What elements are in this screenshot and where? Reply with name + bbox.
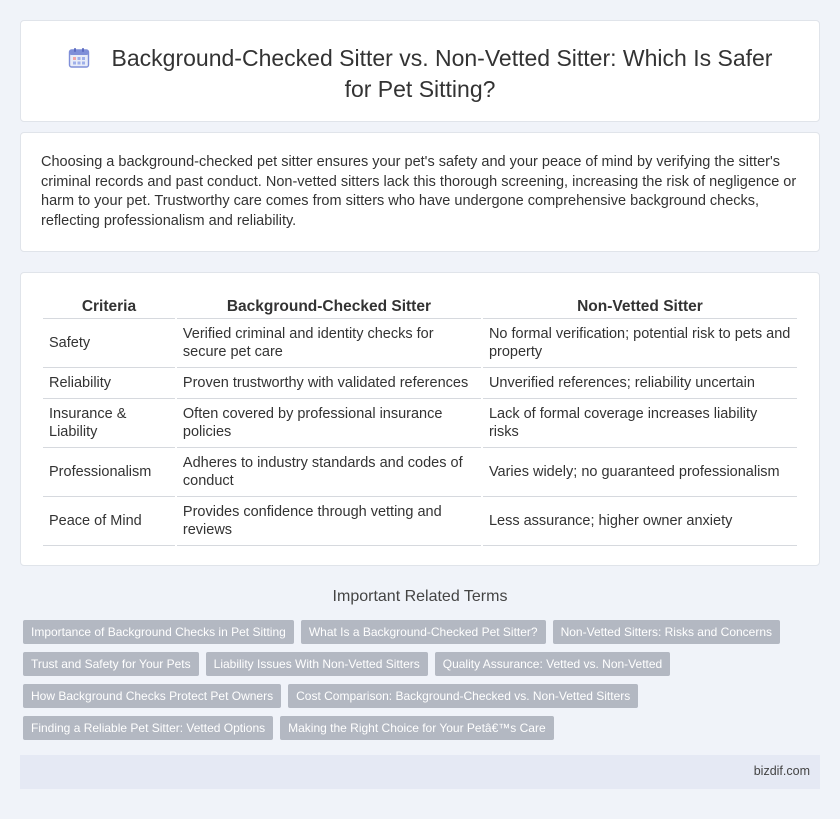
table-cell-non-vetted: No formal verification; potential risk to pets and property [483, 319, 797, 368]
related-term-tag[interactable]: How Background Checks Protect Pet Owners [23, 684, 281, 708]
comparison-table [41, 295, 799, 546]
calendar-icon [68, 47, 90, 69]
intro-paragraph: Choosing a background-checked pet sitter ensures your pet's safety and your peace of mind by verifying the sitter's criminal records and past conduct. Non-vetted sitters lack this thorough screening, increasing the risk of negligence or harm to your pet. Trustworthy care comes from sitters who have undergone comprehensive background checks, reflecting professionalism and reliability. [41, 154, 797, 229]
related-term-tag[interactable]: Finding a Reliable Pet Sitter: Vetted Options [23, 716, 273, 740]
table-cell-criteria: Professionalism [43, 448, 175, 497]
table-row [43, 497, 797, 546]
table-cell-non-vetted: Lack of formal coverage increases liability risks [483, 399, 797, 448]
table-cell-criteria: Peace of Mind [43, 497, 175, 546]
table-row [43, 368, 797, 399]
table-cell-background-checked: Provides confidence through vetting and reviews [177, 497, 481, 546]
table-cell-background-checked: Proven trustworthy with validated references [177, 368, 481, 399]
table-cell-criteria: Insurance & Liability [43, 399, 175, 448]
related-term-tag[interactable]: Liability Issues With Non-Vetted Sitters [206, 652, 428, 676]
table-cell-background-checked: Adheres to industry standards and codes of conduct [177, 448, 481, 497]
related-terms-heading: Important Related Terms [332, 588, 508, 605]
related-term-tag[interactable]: Making the Right Choice for Your Petâ€™s Care [280, 716, 553, 740]
tag-row [23, 716, 803, 740]
column-header-background-checked: Background-Checked Sitter [177, 295, 481, 319]
comparison-card [20, 272, 820, 566]
footer [20, 755, 820, 789]
tag-row [23, 684, 803, 708]
column-header-criteria: Criteria [43, 295, 175, 319]
related-term-tag[interactable]: Cost Comparison: Background-Checked vs. Non-Vetted Sitters [288, 684, 638, 708]
related-term-tag[interactable]: Trust and Safety for Your Pets [23, 652, 199, 676]
table-header-row [43, 295, 797, 319]
table-row [43, 319, 797, 368]
header-card [20, 20, 820, 122]
page-title: Background-Checked Sitter vs. Non-Vetted Sitter: Which Is Safer for Pet Sitting? [111, 45, 773, 102]
related-terms-list [23, 620, 803, 748]
table-cell-background-checked: Often covered by professional insurance policies [177, 399, 481, 448]
related-term-tag[interactable]: What Is a Background-Checked Pet Sitter? [301, 620, 546, 644]
table-cell-non-vetted: Less assurance; higher owner anxiety [483, 497, 797, 546]
table-cell-non-vetted: Varies widely; no guaranteed professionalism [483, 448, 797, 497]
table-row [43, 448, 797, 497]
tag-row [23, 620, 803, 644]
table-cell-non-vetted: Unverified references; reliability uncertain [483, 368, 797, 399]
table-cell-background-checked: Verified criminal and identity checks for secure pet care [177, 319, 481, 368]
table-cell-criteria: Reliability [43, 368, 175, 399]
table-row [43, 399, 797, 448]
related-term-tag[interactable]: Quality Assurance: Vetted vs. Non-Vetted [435, 652, 670, 676]
related-term-tag[interactable]: Non-Vetted Sitters: Risks and Concerns [553, 620, 780, 644]
tag-row [23, 652, 803, 676]
column-header-non-vetted: Non-Vetted Sitter [483, 295, 797, 319]
intro-card [20, 132, 820, 252]
table-cell-criteria: Safety [43, 319, 175, 368]
related-term-tag[interactable]: Importance of Background Checks in Pet Sitting [23, 620, 294, 644]
page-title-wrap [61, 43, 779, 105]
footer-site-link[interactable]: bizdif.com [753, 764, 810, 778]
